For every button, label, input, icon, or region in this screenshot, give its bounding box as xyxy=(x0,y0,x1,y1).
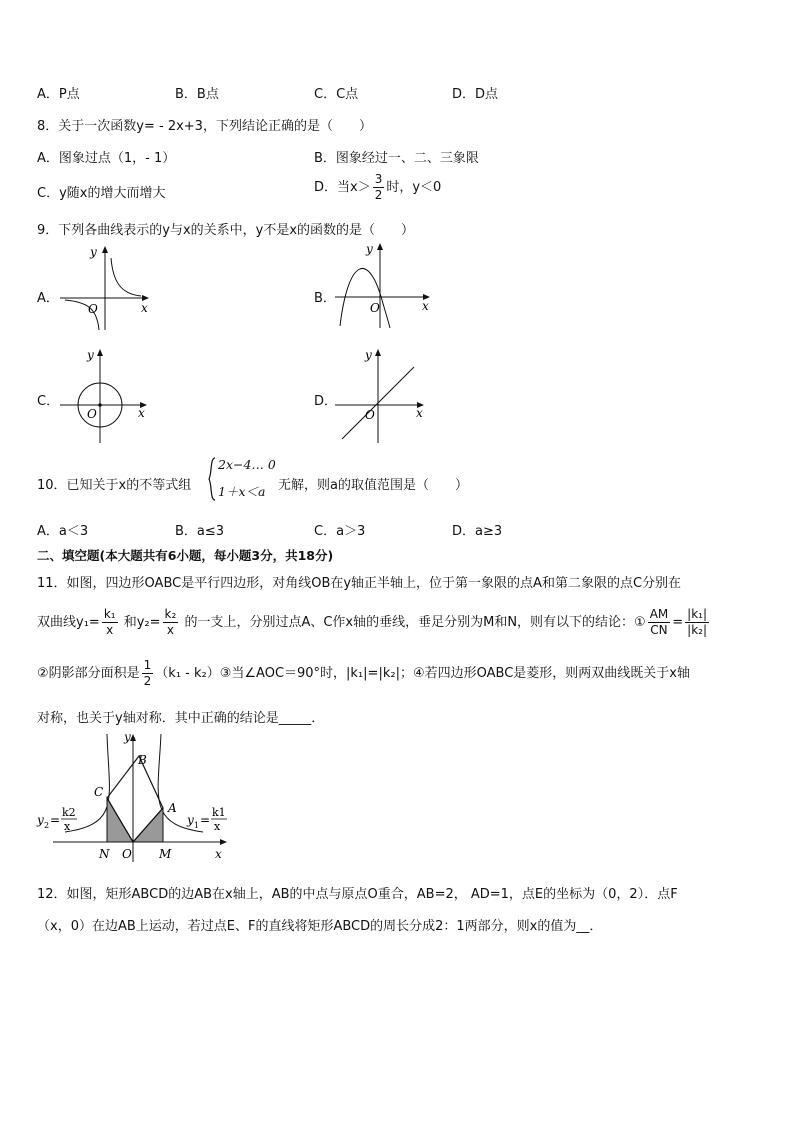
q10-option-c: C．a＞3 xyxy=(314,524,366,539)
q11-frac-abs xyxy=(685,607,709,638)
q11-line1: 11．如图，四边形OABC是平行四边形，对角线OB在y轴正半轴上，位于第一象限的点A和第二象限的点C分别在 xyxy=(37,576,682,591)
q11-frac-k2-den: x xyxy=(166,623,174,637)
q12-line1: 12．如图，矩形ABCD的边AB在x轴上，AB的中点与原点O重合，AB=2， AD=1，点E的坐标为（0，2）．点F xyxy=(37,887,678,902)
q11-fig-x-label: x xyxy=(215,847,222,861)
q7-option-d: D．D点 xyxy=(452,87,499,102)
q11-frac-k1-den: x xyxy=(106,623,114,637)
q11-l2-pre: 双曲线y₁= xyxy=(37,615,100,630)
q10-option-a: A．a＜3 xyxy=(37,524,89,539)
q11-fig-point-m: M xyxy=(159,847,172,861)
q8-option-b: B．图象经过一、二、三象限 xyxy=(314,151,479,166)
q11-fig-y1-eq: = xyxy=(200,813,211,827)
q9a-origin-label: O xyxy=(88,302,98,316)
q11-frac-k1-num: k₁ xyxy=(103,607,116,621)
q9-graph-b xyxy=(330,240,435,330)
q9c-x-label: x xyxy=(138,406,145,420)
q11-frac-abs-den: |k₂| xyxy=(687,623,708,637)
q9-graph-c xyxy=(55,345,155,445)
q11-fig-y1-sub: 1 xyxy=(194,821,200,830)
q11-l3-pre: ②阴影部分面积是 xyxy=(37,666,140,681)
q9c-origin-label: O xyxy=(87,407,97,421)
q11-frac-half xyxy=(142,658,154,689)
q7-option-a: A．P点 xyxy=(37,87,80,102)
q11-l2-mid: 的一支上，分别过点A、C作x轴的垂线，垂足分别为M和N，则有以下的结论：① xyxy=(184,615,646,630)
q11-fig-y1-y: y xyxy=(187,813,194,827)
q10-stem-post: 无解，则a的取值范围是（ ） xyxy=(278,478,468,493)
q11-frac-k2 xyxy=(163,607,179,638)
q10-option-d: D．a≥3 xyxy=(452,524,503,539)
q8-fraction-num: 3 xyxy=(374,172,383,186)
q11-fig-point-a: A xyxy=(168,801,177,815)
q11-frac-k2-num: k₂ xyxy=(164,607,177,621)
q10-brace xyxy=(207,456,217,502)
q11-fig-y2-den: x xyxy=(64,820,71,833)
q7-option-c: C．C点 xyxy=(314,87,359,102)
q11-fig-y2-num: k2 xyxy=(62,806,76,819)
q11-fig-point-b: B xyxy=(138,753,147,767)
q11-fig-y1-den: x xyxy=(214,820,221,833)
q9-label-b: B． xyxy=(314,291,336,306)
q9-label-d: D． xyxy=(314,394,338,409)
section-2-heading: 二、填空题(本大题共有6小题，每小题3分，共18分) xyxy=(37,548,334,563)
q9-graph-d xyxy=(330,345,430,445)
q9d-y-label: y xyxy=(365,348,372,362)
q11-fig-y2-eq: = xyxy=(50,813,61,827)
q11-frac-k1 xyxy=(102,607,118,638)
q8-option-d xyxy=(314,172,441,203)
q7-option-b: B．B点 xyxy=(175,87,219,102)
q10-ineq-line1: 2x−4… 0 xyxy=(218,457,276,472)
q11-frac-am: AM xyxy=(649,607,669,621)
q10-ineq-line2: 1＋x＜a xyxy=(218,484,266,499)
q8-fraction-den: 2 xyxy=(374,188,383,202)
q9b-origin-label: O xyxy=(370,301,380,315)
q11-fig-y2-y: y xyxy=(37,813,44,827)
q9d-x-label: x xyxy=(416,406,423,420)
q8-fraction xyxy=(373,172,385,203)
q11-fig-point-n: N xyxy=(99,847,110,861)
q11-frac-am-cn xyxy=(648,607,671,638)
q8-option-a: A．图象过点（1，- 1） xyxy=(37,151,176,166)
q9-label-c: C． xyxy=(37,394,60,409)
q9a-y-label: y xyxy=(90,245,97,259)
q9-graph-a xyxy=(55,242,155,332)
q11-l2-and: 和y₂= xyxy=(123,615,161,630)
q11-fig-y-label: y xyxy=(124,730,131,744)
q9d-origin-label: O xyxy=(365,408,375,422)
q11-fig-point-o: O xyxy=(122,847,132,861)
q11-figure xyxy=(35,728,235,866)
q11-frac-abs-num: |k₁| xyxy=(687,607,708,621)
q11-fig-y1-num: k1 xyxy=(212,806,226,819)
q8-stem: 8．关于一次函数y= - 2x+3，下列结论正确的是（ ） xyxy=(37,119,372,134)
q10-option-b: B．a≤3 xyxy=(175,524,225,539)
q11-line2 xyxy=(37,607,711,638)
q10-stem-pre: 10．已知关于x的不等式组 xyxy=(37,478,192,493)
q11-fig-y2-sub: 2 xyxy=(44,821,50,830)
q9c-y-label: y xyxy=(87,348,94,362)
q9b-x-label: x xyxy=(422,299,429,313)
q8-option-d-post: 时，y＜0 xyxy=(386,180,442,195)
q9b-y-label: y xyxy=(366,242,373,256)
q9-stem: 9．下列各曲线表示的y与x的关系中，y不是x的函数的是（ ） xyxy=(37,223,415,238)
q11-frac-half-num: 1 xyxy=(143,658,152,672)
q11-frac-half-den: 2 xyxy=(143,674,152,688)
q11-frac-cn: CN xyxy=(650,623,668,637)
q12-line2: （x，0）在边AB上运动，若过点E、F的直线将矩形ABCD的周长分成2：1两部分，则x的值为__． xyxy=(37,919,603,934)
q8-option-c: C．y随x的增大而增大 xyxy=(37,186,166,201)
q11-l3-post: （k₁ - k₂）③当∠AOC＝90°时，|k₁|=|k₂|；④若四边形OABC是菱形，则两双曲线既关于x轴 xyxy=(155,666,690,681)
q11-l2-eq: = xyxy=(672,615,684,630)
q9a-x-label: x xyxy=(141,301,148,315)
q11-line4: 对称，也关于y轴对称．其中正确的结论是_____． xyxy=(37,711,325,726)
q11-line3 xyxy=(37,658,690,689)
q11-fig-point-c: C xyxy=(94,785,104,799)
q8-option-d-pre: D．当x＞ xyxy=(314,180,371,195)
q9-label-a: A． xyxy=(37,291,59,306)
